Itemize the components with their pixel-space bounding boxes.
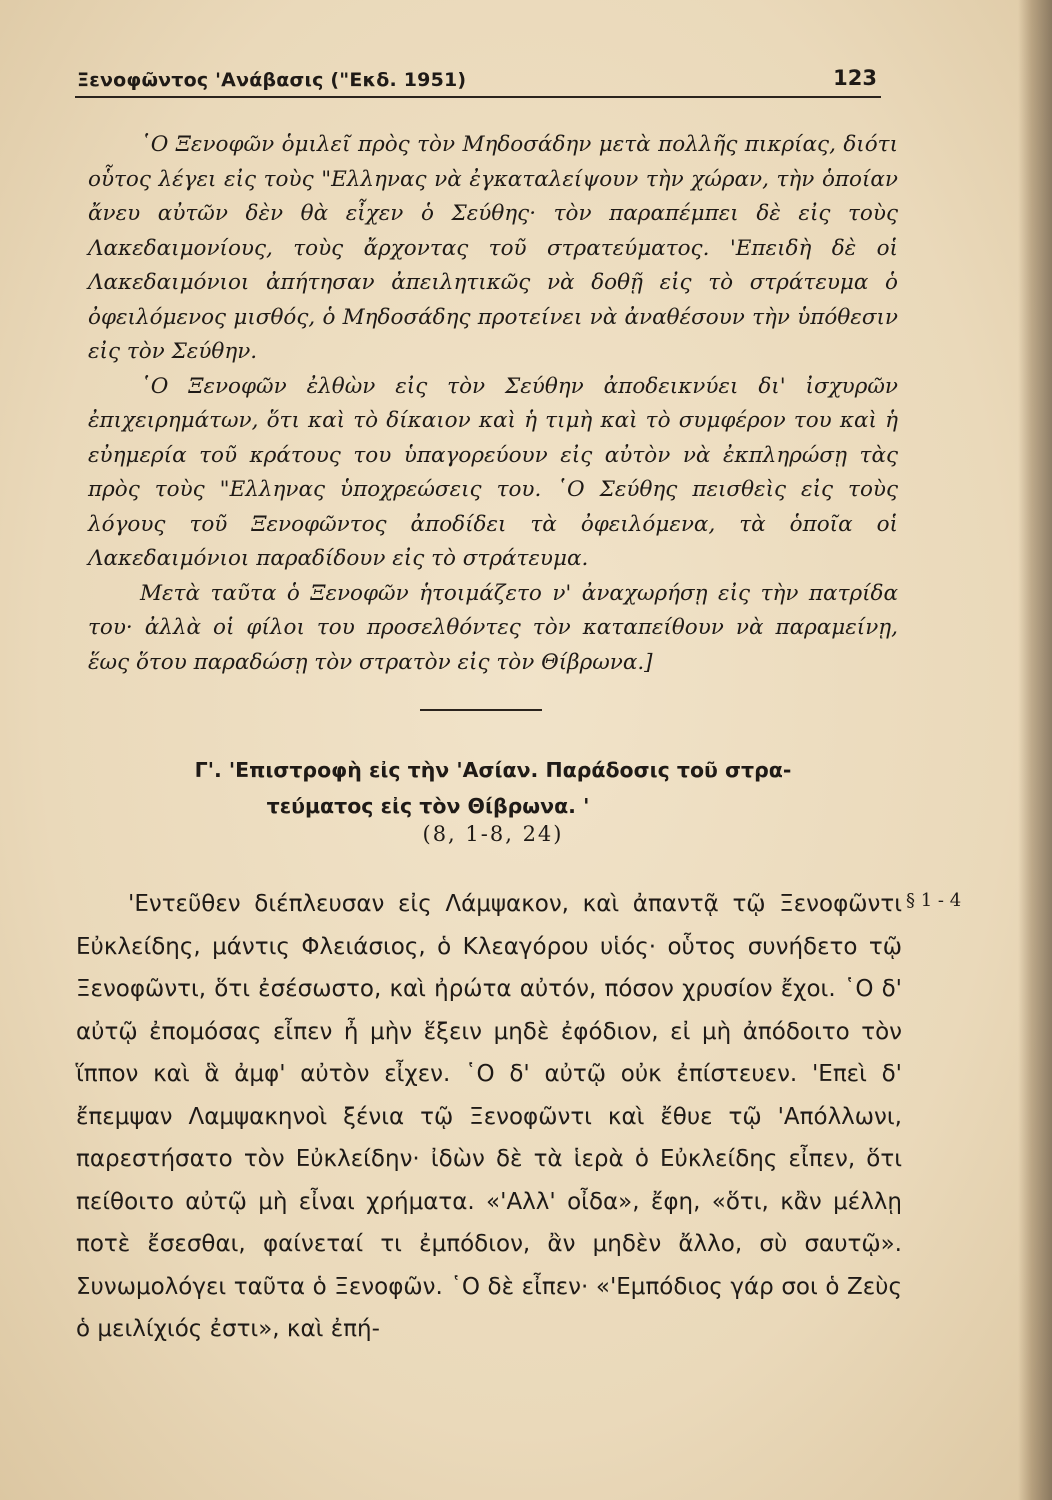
summary-block: [88, 128, 898, 680]
running-title: Ξενοφῶντος 'Ανάβασις ("Εκδ. 1951): [77, 69, 467, 91]
greek-text-paragraph: 'Εντεῦθεν διέπλευσαν εἰς Λάμψακον, καὶ ἀπαντᾷ τῷ Ξενοφῶντι Εὐκλείδης, μάντις Φλειάσιος, ὁ Κλεαγόρου υἱός· οὗτος συνήδετο τῷ Ξενοφῶντι, ὅτι ἐσέσωστο, καὶ ἠρώτα αὐτόν, πόσον χρυσίον ἔχοι. ῾Ο δ' αὐτῷ ἐπομόσας εἶπεν ἦ μὴν ἕξειν μηδὲ ἐφόδιον, εἰ μὴ ἀπόδοιτο τὸν ἵππον καὶ ἃ ἀμφ' αὐτὸν εἶχεν. ῾Ο δ' αὐτῷ οὐκ ἐπίστευεν. 'Επεὶ δ' ἔπεμψαν Λαμψακηνοὶ ξένια τῷ Ξενοφῶντι καὶ ἔθυε τῷ 'Απόλλωνι, παρεστήσατο τὸν Εὐκλείδην· ἰδὼν δὲ τὰ ἱερὰ ὁ Εὐκλείδης εἶπεν, ὅτι πείθοιτο αὐτῷ μὴ εἶναι χρήματα. «'Αλλ' οἶδα», ἔφη, «ὅτι, κἂν μέλλῃ ποτὲ ἔσεσθαι, φαίνεταί τι ἐμπόδιον, ἂν μηδὲν ἄλλο, σὺ σαυτῷ». Συνωμολόγει ταῦτα ὁ Ξενοφῶν. ῾Ο δὲ εἶπεν· «'Εμπόδιος γάρ σοι ὁ Ζεὺς ὁ μειλίχιός ἐστι», καὶ ἐπή-: [76, 891, 902, 1342]
section-divider: [420, 709, 542, 711]
summary-paragraph: ῾Ο Ξενοφῶν ὁμιλεῖ πρὸς τὸν Μηδοσάδην μετὰ πολλῆς πικρίας, διότι οὗτος λέγει εἰς τοὺς "Ελληνας νὰ ἐγκαταλείψουν τὴν χώραν, τὴν ὁποίαν ἄνευ αὐτῶν δὲν θὰ εἶχεν ὁ Σεύθης· τὸν παραπέμπει δὲ εἰς τοὺς Λακεδαιμονίους, τοὺς ἄρχοντας τοῦ στρατεύματος. 'Επειδὴ δὲ οἱ Λακεδαιμόνιοι ἀπήτησαν ἀπειλητικῶς νὰ δοθῇ εἰς τὸ στράτευμα ὁ ὀφειλόμενος μισθός, ὁ Μηδοσάδης προτείνει νὰ ἀναθέσουν τὴν ὑπόθεσιν εἰς τὸν Σεύθην.: [88, 132, 898, 364]
greek-text-block: [76, 883, 902, 1351]
section-heading: [88, 752, 898, 824]
page-number: 123: [833, 66, 877, 90]
section-reference: (8, 1-8, 24): [422, 822, 564, 846]
summary-paragraph: Μετὰ ταῦτα ὁ Ξενοφῶν ἡτοιμάζετο ν' ἀναχωρήσῃ εἰς τὴν πατρίδα του· ἀλλὰ οἱ φίλοι του προσελθόντες τὸν καταπείθουν νὰ παραμείνῃ, ἕως ὅτου παραδώσῃ τὸν στρατὸν εἰς τὸν Θίβρωνα.]: [88, 580, 898, 675]
page-header: [75, 66, 881, 98]
summary-paragraph: ῾Ο Ξενοφῶν ἐλθὼν εἰς τὸν Σεύθην ἀποδεικνύει δι' ἰσχυρῶν ἐπιχειρημάτων, ὅτι καὶ τὸ δίκαιον καὶ ἡ τιμὴ καὶ τὸ συμφέρον του καὶ ἡ εὐημερία τοῦ κράτους του ὑπαγορεύουν εἰς αὐτὸν νὰ ἐκπληρώσῃ τὰς πρὸς τοὺς "Ελληνας ὑποχρεώσεις του. ῾Ο Σεύθης πεισθεὶς εἰς τοὺς λόγους τοῦ Ξενοφῶντος ἀποδίδει τὰ ὀφειλόμενα, τὰ ὁποῖα οἱ Λακεδαιμόνιοι παραδίδουν εἰς τὸ στράτευμα.: [88, 373, 898, 571]
section-heading-line: τεύματος εἰς τὸν Θίβρωνα. ': [266, 794, 590, 818]
section-heading-line: Γ'. 'Επιστροφὴ εἰς τὴν 'Ασίαν. Παράδοσις τοῦ στρα-: [194, 758, 792, 782]
margin-note: § 1 - 4: [906, 890, 962, 911]
page-edge-shadow: [1018, 0, 1052, 1500]
